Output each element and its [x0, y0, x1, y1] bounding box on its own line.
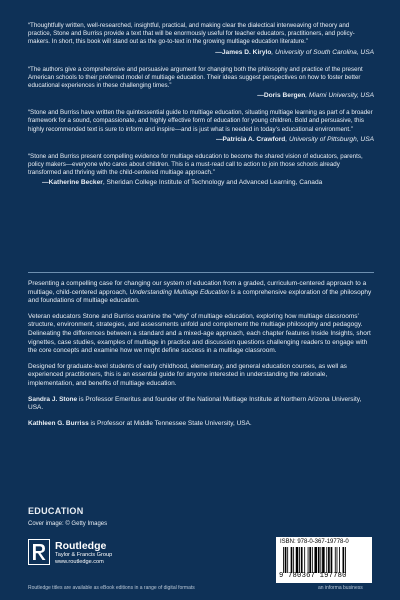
endorsement-attribution	[28, 48, 374, 57]
author-name: Sandra J. Stone	[28, 395, 78, 403]
endorsement-1	[28, 22, 374, 57]
description-paragraph-1	[28, 280, 374, 306]
author-name: Kathleen G. Burriss	[28, 419, 89, 427]
endorsement-2	[28, 66, 374, 101]
endorsement-text: “Stone and Burriss present compelling evidence for multiage education to become the shared vision of educators, parents, policy makers—everyone who cares about children. This is a must-read call to action to join those schools already transformed and thriving with the child-centered multiage approach.”	[28, 152, 363, 177]
endorser-affiliation: , University of South Carolina, USA	[271, 48, 374, 56]
author-bio-text: is Professor Emeritus and founder of the National Multiage Institute at Northern Arizona University, USA.	[28, 395, 362, 412]
divider	[28, 272, 374, 273]
endorser-name: —Doris Bergen	[257, 92, 306, 100]
endorsement-text: “Stone and Burriss have written the quintessential guide to multiage education, situating multiage learning as part of a broader framework for a sound, compassionate, and highly effective form of education for young children. Bold and persuasive, this highly recommended text is sure to inform and inspire—and is just what is needed in today’s educational environment.”	[28, 109, 373, 133]
endorsement-attribution	[28, 178, 374, 187]
cover-image-credit: Cover image: © Getty Images	[28, 521, 108, 527]
isbn-barcode	[276, 537, 372, 583]
publisher-logo	[28, 539, 198, 575]
description-paragraph-3: Designed for graduate-level students of early childhood, elementary, and general education courses, as well as experienced practitioners, this is an essential guide for anyone interested in understanding the rationale, implementation, and benefits of multiage education.	[28, 362, 347, 387]
routledge-logo-icon	[28, 539, 50, 565]
endorser-name: —Katherine Becker	[42, 179, 103, 187]
book-description	[28, 280, 374, 435]
description-paragraph-2: Veteran educators Stone and Burriss examine the “why” of multiage education, exploring how multiage classrooms’ structure, environment, strategies, and assessments unfold and complement the multiage philosophy and pedagogy. Delineating the differences between a standard and a mixed-age approach, each chapter features Inside Insights, short vignettes, case studies, examples of multiage in practice and discussion questions challenging readers to engage with the core concepts and examine how we might define success in a multiage classroom.	[28, 312, 371, 355]
author-bio-2	[28, 420, 374, 429]
endorser-name: —James D. Kirylo	[215, 48, 272, 56]
endorsement-text: “The authors give a comprehensive and persuasive argument for changing both the philosophy and practice of the present American schools to their preferred model of multiage education. Their ideas suggest perspectives on how to foster better educational experiences in these challenging times.”	[28, 65, 363, 90]
publisher-url: www.routledge.com	[55, 559, 104, 565]
subject-category: EDUCATION	[28, 506, 84, 516]
endorser-affiliation: , Sheridan College Institute of Technology and Advanced Learning, Canada	[102, 179, 323, 187]
author-bio-1	[28, 396, 374, 413]
endorsement-text: “Thoughtfully written, well-researched, insightful, practical, and making clear the dialectical interweaving of theory and practice, Stone and Burriss provide a text that will be enormously useful for teacher educators, practitioners, and policy-makers. In short, this book will stand out as the go-to-text in the growing multiage education literature.”	[28, 22, 355, 46]
endorser-affiliation: , Miami University, USA	[305, 92, 374, 100]
isbn-label: ISBN: 978-0-367-19778-0	[280, 539, 349, 545]
endorsement-4	[28, 153, 374, 188]
ebook-note: Routledge titles are available as eBook editions in a range of digital formats	[28, 585, 195, 591]
publisher-group: Taylor & Francis Group	[55, 552, 113, 558]
book-title: Understanding Multiage Education	[129, 288, 229, 296]
description-text: Presenting a compelling case for changing our system of education from a graded, curriculum-centered approach to a multiage, child-centered approach,	[28, 280, 367, 296]
author-bio-text: is Professor at Middle Tennessee State University, USA.	[88, 419, 252, 427]
endorsements	[28, 22, 374, 196]
endorser-affiliation: , University of Pittsburgh, USA	[285, 135, 374, 143]
endorsement-attribution	[28, 91, 374, 100]
isbn-number: 9 780367 197780	[279, 572, 347, 580]
description-text: is a comprehensive exploration of the philosophy and foundations of multiage education.	[28, 288, 372, 305]
publisher-name: Routledge	[55, 540, 107, 552]
endorsement-3	[28, 109, 374, 144]
endorsement-attribution	[28, 135, 374, 144]
endorser-name: —Patricia A. Crawford	[215, 135, 286, 143]
informa-tagline: an informa business	[318, 585, 363, 591]
barcode-icon	[282, 547, 366, 573]
